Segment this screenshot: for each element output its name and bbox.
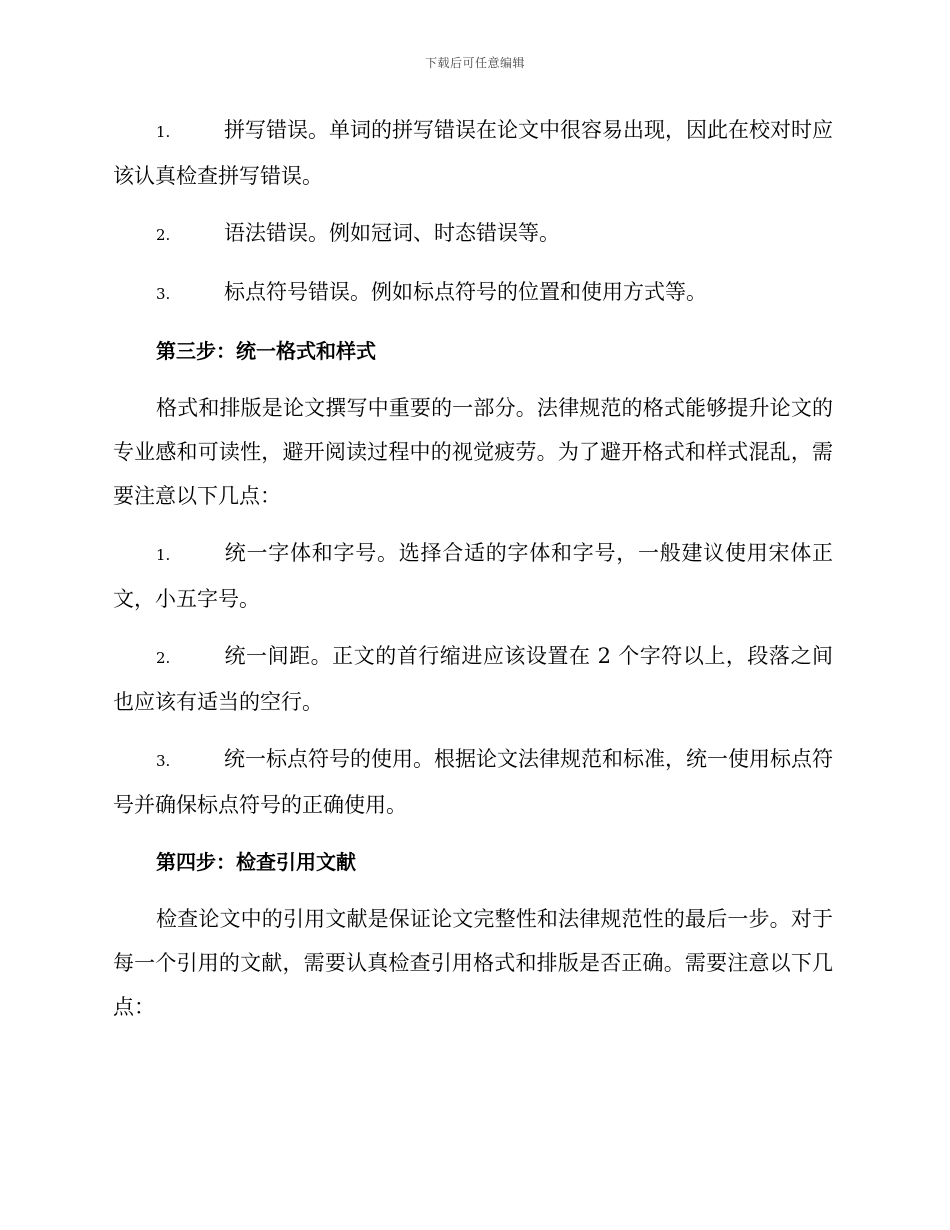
page-header: 下载后可任意编辑 xyxy=(424,56,525,70)
list-number: 3. xyxy=(156,752,171,770)
list-text: 统一标点符号的使用。根据论文法律规范和标准，统一使用标点符号并确保标点符号的正确使用。 xyxy=(113,747,833,817)
list-item xyxy=(113,531,833,621)
list-text: 标点符号错误。例如标点符号的位置和使用方式等。 xyxy=(224,280,707,304)
document-body xyxy=(113,108,833,1042)
list-item xyxy=(113,270,833,316)
list-number: 1. xyxy=(156,123,171,141)
step4-heading: 第四步：检查引用文献 xyxy=(156,850,356,874)
list-text: 统一间距。正文的首行缩进应该设置在 2 个字符以上，段落之间也应该有适当的空行。 xyxy=(113,644,833,714)
list-text: 语法错误。例如冠词、时态错误等。 xyxy=(224,221,560,245)
list-number: 1. xyxy=(156,546,171,564)
step3-intro: 格式和排版是论文撰写中重要的一部分。法律规范的格式能够提升论文的专业感和可读性，避开阅读过程中的视觉疲劳。为了避开格式和样式混乱，需要注意以下几点： xyxy=(113,396,833,508)
list-number: 2. xyxy=(156,649,171,667)
list-text: 统一字体和字号。选择合适的字体和字号，一般建议使用宋体正文，小五字号。 xyxy=(113,541,833,611)
list-item xyxy=(113,211,833,257)
list-text: 拼写错误。单词的拼写错误在论文中很容易出现，因此在校对时应该认真检查拼写错误。 xyxy=(113,118,833,188)
step3-heading: 第三步：统一格式和样式 xyxy=(156,339,376,363)
list-number: 2. xyxy=(156,226,171,244)
list-item xyxy=(113,108,833,198)
step4-intro: 检查论文中的引用文献是保证论文完整性和法律规范性的最后一步。对于每一个引用的文献，需要认真检查引用格式和排版是否正确。需要注意以下几点： xyxy=(113,907,833,1019)
list-item xyxy=(113,737,833,827)
list-item xyxy=(113,634,833,724)
list-number: 3. xyxy=(156,285,171,303)
